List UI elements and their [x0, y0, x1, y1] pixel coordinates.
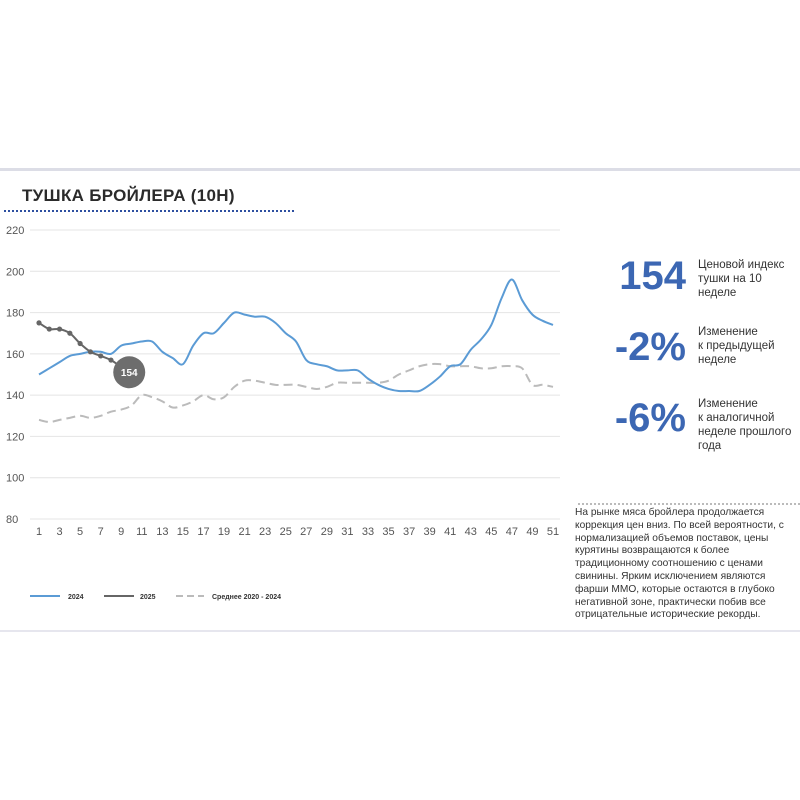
x-tick-label: 19	[217, 526, 231, 538]
x-tick-label: 9	[118, 526, 125, 538]
y-tick-label: 160	[6, 348, 25, 361]
series-line-2025	[39, 323, 132, 367]
note-separator	[578, 503, 800, 505]
x-tick-label: 15	[176, 526, 190, 538]
kpi-index-value: 154	[619, 254, 686, 298]
x-tick-label: 3	[56, 526, 63, 538]
x-tick-label: 1	[35, 526, 43, 538]
market-commentary: На рынке мяса бройлера продолжается коррекция цен вниз. По всей вероятности, с нормализацией объемов поставок, цены курятины возвращаются к более традиционному соотношению с ценами свинины. Ярким исключением являются фарши ММО, которые остаются в глубоко негативной зоне, практически побив все отрицательные исторические рекорды.	[575, 507, 784, 621]
x-tick-label: 21	[238, 526, 251, 538]
legend-item-average-label: Среднее 2020 - 2024	[212, 594, 281, 601]
chart-title: ТУШКА БРОЙЛЕРА (10Н)	[22, 186, 235, 205]
x-tick-label: 43	[464, 526, 477, 538]
kpi-weekly-change-label: Изменение к предыдущей неделе	[698, 326, 775, 366]
x-tick-label: 35	[382, 526, 395, 538]
series-point-2025	[88, 349, 93, 354]
x-tick-label: 23	[259, 526, 272, 538]
y-tick-label: 140	[6, 390, 25, 403]
x-tick-label: 29	[320, 526, 333, 538]
kpi-weekly-change-value: -2%	[614, 325, 686, 369]
series-point-2025	[47, 326, 52, 331]
x-tick-label: 25	[279, 526, 292, 538]
series-point-2025	[78, 341, 83, 346]
y-tick-label: 100	[6, 472, 25, 485]
x-tick-label: 5	[77, 526, 84, 538]
x-tick-label: 13	[156, 526, 169, 538]
series-point-2025	[57, 326, 62, 331]
y-tick-label: 180	[6, 307, 25, 320]
x-tick-label: 47	[505, 526, 519, 538]
x-tick-label: 45	[485, 526, 498, 538]
y-tick-label: 120	[6, 431, 25, 444]
x-tick-label: 7	[97, 526, 104, 538]
x-tick-label: 11	[136, 526, 148, 538]
x-tick-label: 31	[341, 526, 354, 538]
series-point-2025	[67, 331, 72, 336]
x-tick-label: 27	[300, 526, 313, 538]
legend-item-2025-label: 2025	[140, 594, 156, 601]
x-tick-label: 33	[361, 526, 375, 538]
y-tick-label: 200	[6, 266, 25, 279]
kpi-yoy-change-label: Изменение к аналогичной неделе прошлого года	[698, 398, 792, 452]
x-tick-label: 49	[526, 526, 539, 538]
x-tick-label: 17	[197, 526, 210, 538]
kpi-index-label: Ценовой индекс тушки на 10 неделе	[698, 259, 785, 299]
y-tick-label: 220	[6, 225, 25, 237]
legend-item-2024-label: 2024	[68, 594, 84, 601]
series-point-2025	[108, 357, 113, 362]
x-tick-label: 41	[444, 526, 457, 538]
current-value-callout-label: 154	[120, 368, 138, 380]
y-tick-label: 80	[6, 514, 19, 526]
kpi-yoy-change-value: -6%	[614, 396, 686, 440]
x-tick-label: 37	[402, 526, 416, 538]
x-tick-label: 39	[423, 526, 436, 538]
series-point-2025	[98, 353, 103, 358]
series-point-2025	[36, 320, 41, 325]
x-tick-label: 51	[546, 526, 560, 538]
